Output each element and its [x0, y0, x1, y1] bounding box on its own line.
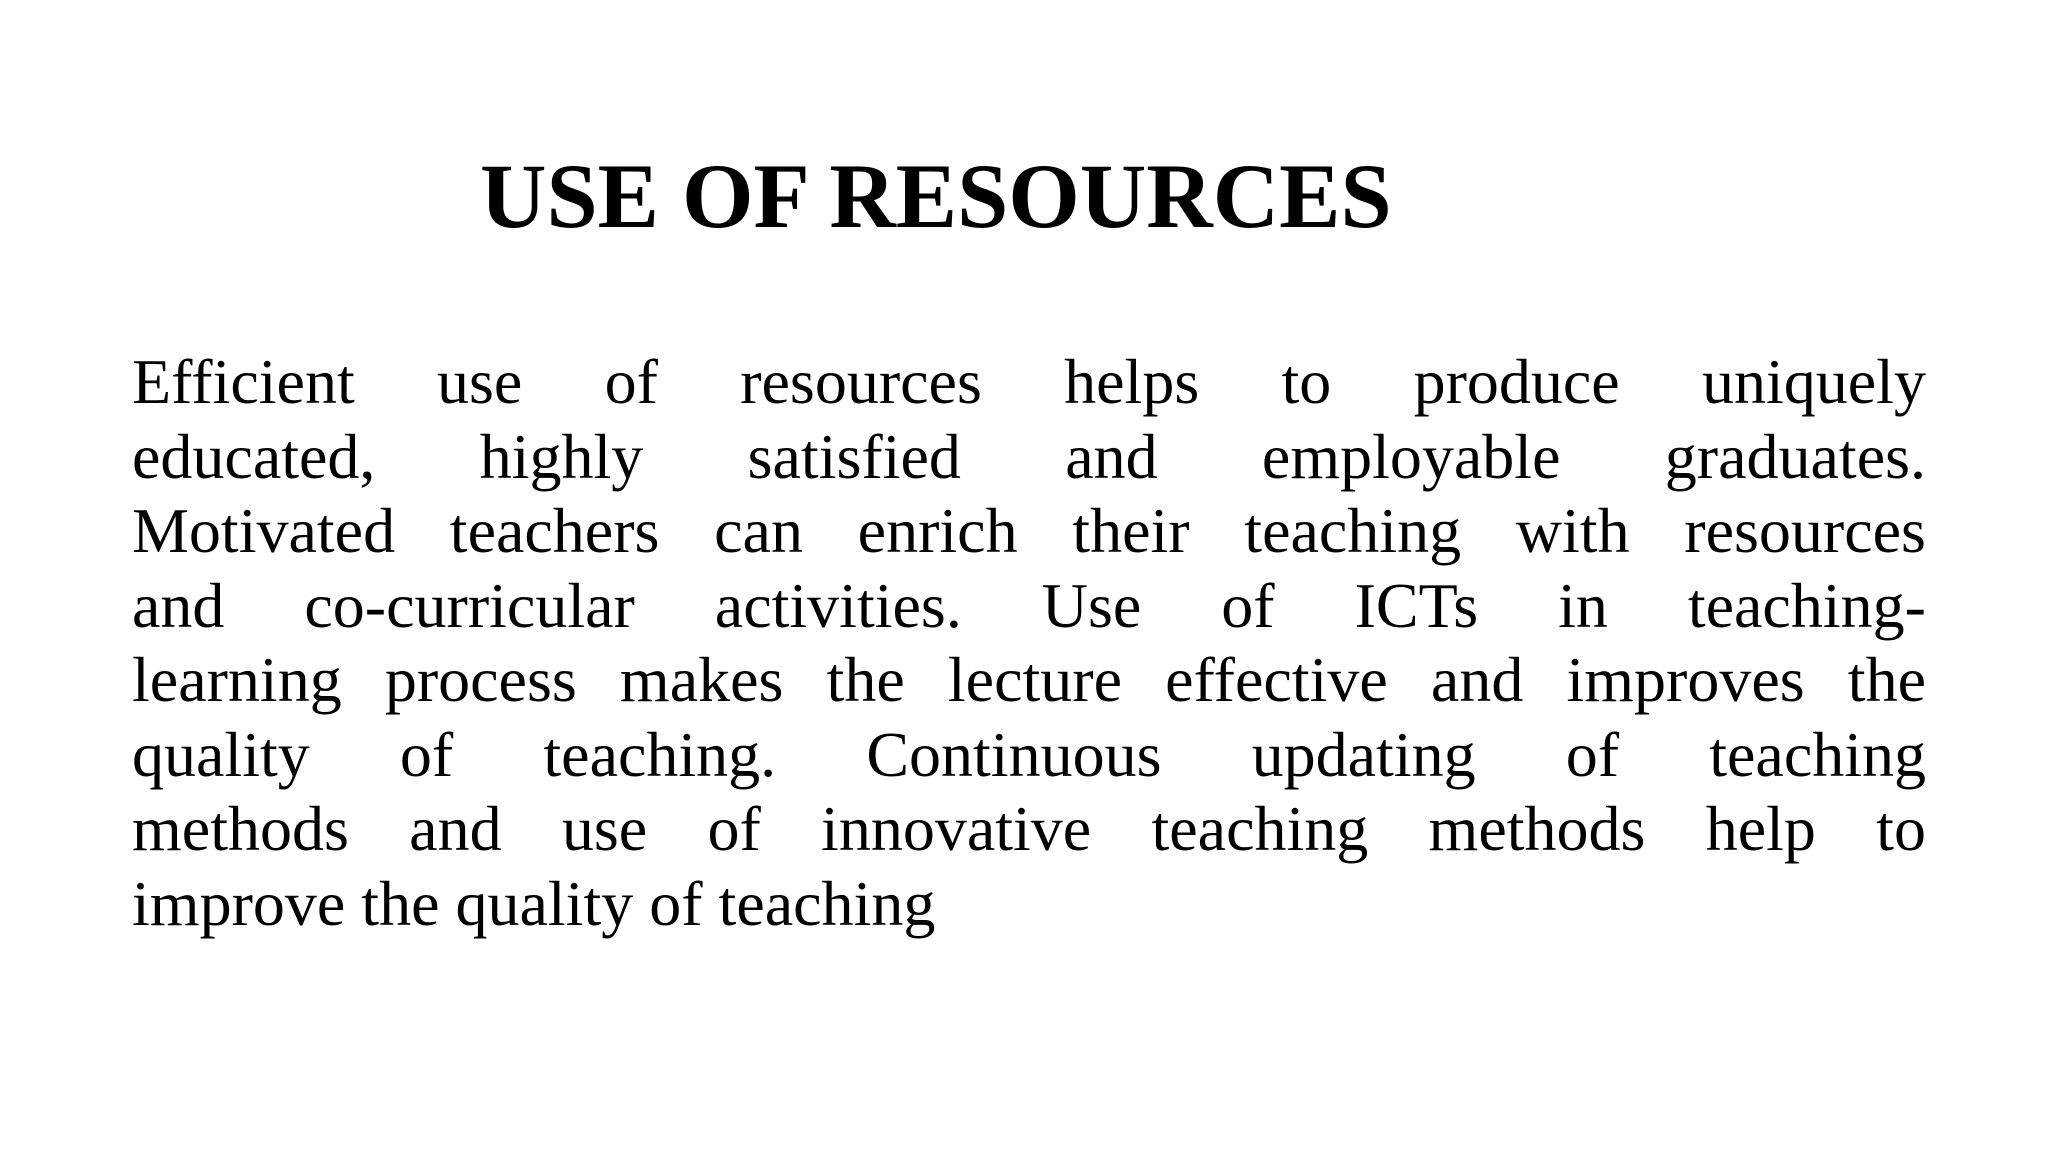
body-word: teaching.	[543, 718, 777, 790]
body-word: help	[1705, 793, 1816, 864]
body-word: ICTs	[1354, 569, 1479, 641]
body-word: to	[1876, 793, 1926, 864]
body-line	[132, 569, 1926, 644]
body-word: teaching	[1244, 495, 1462, 566]
body-word: Use	[1041, 569, 1142, 641]
body-word: Efficient	[132, 346, 355, 417]
body-word: improve	[132, 867, 346, 939]
body-word: the	[1847, 644, 1926, 715]
body-word: quality	[455, 867, 634, 939]
body-line	[132, 494, 1926, 569]
body-word: improves	[1566, 644, 1805, 715]
body-line	[132, 718, 1926, 793]
body-word: quality	[132, 718, 310, 790]
body-word: helps	[1064, 346, 1200, 417]
body-word: their	[1072, 495, 1190, 566]
body-word: methods	[132, 793, 349, 864]
slide-title: USE OF RESOURCES	[480, 145, 1392, 247]
body-word: of	[707, 793, 761, 864]
body-word: co-curricular	[304, 569, 635, 641]
body-word: the	[826, 644, 905, 715]
body-word: resources	[740, 346, 982, 417]
body-line	[132, 643, 1926, 718]
body-word: satisfied	[747, 420, 961, 492]
body-word: educated,	[132, 420, 376, 492]
body-word: the	[361, 867, 440, 939]
body-word: teaching	[718, 867, 936, 939]
body-line	[132, 792, 1926, 867]
body-word: highly	[479, 420, 644, 492]
body-word: effective	[1165, 644, 1388, 715]
body-word: with	[1515, 495, 1630, 566]
body-word: methods	[1428, 793, 1646, 864]
body-word: of	[604, 346, 658, 417]
body-word: teaching	[1151, 793, 1369, 864]
body-word: teachers	[449, 495, 660, 566]
body-line	[132, 867, 1926, 942]
body-word: Continuous	[866, 718, 1162, 790]
body-word: lecture	[947, 644, 1122, 715]
body-word: makes	[619, 644, 784, 715]
slide-body-paragraph	[132, 345, 1926, 941]
body-word: of	[1221, 569, 1275, 641]
body-word: of	[649, 867, 703, 939]
body-word: and	[1065, 420, 1158, 492]
body-word: learning	[132, 644, 342, 715]
body-word: updating	[1251, 718, 1476, 790]
body-word: uniquely	[1701, 346, 1926, 417]
body-word: and	[409, 793, 502, 864]
body-word: use	[437, 346, 523, 417]
body-word: process	[384, 644, 577, 715]
body-word: can	[714, 495, 803, 566]
body-word: to	[1281, 346, 1332, 417]
body-word: innovative	[821, 793, 1092, 864]
body-word: activities.	[714, 569, 962, 641]
body-line	[132, 345, 1926, 420]
body-word: resources	[1684, 495, 1926, 566]
body-word: teaching	[1709, 718, 1926, 790]
body-word: graduates.	[1664, 420, 1926, 492]
body-word: produce	[1413, 346, 1620, 417]
body-word: of	[1565, 718, 1620, 790]
body-word: use	[561, 793, 648, 864]
body-line	[132, 420, 1926, 495]
body-word: and	[132, 569, 225, 641]
body-word: and	[1430, 644, 1524, 715]
body-word: enrich	[857, 495, 1018, 566]
body-word: of	[399, 718, 454, 790]
body-word: employable	[1261, 420, 1561, 492]
body-word: in	[1558, 569, 1608, 641]
body-word: Motivated	[132, 495, 396, 566]
body-word: teaching-	[1687, 569, 1926, 641]
